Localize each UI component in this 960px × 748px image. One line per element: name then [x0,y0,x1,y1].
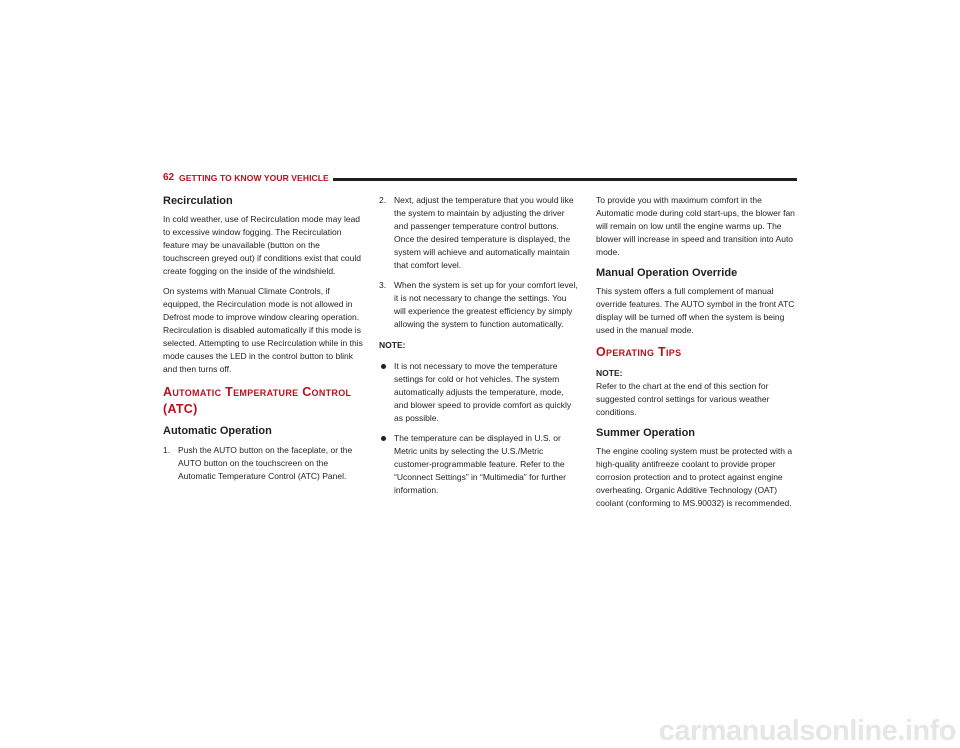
page-header [163,172,797,186]
bullet-dot-icon [381,364,386,369]
note-label: NOTE: [379,340,406,350]
manual-override-paragraph: This system offers a full complement of manual override features. The AUTO symbol in the front ATC display will be turned off when the system is being used in the manual mode. [596,286,795,335]
manual-override-heading: Manual Operation Override [596,267,738,279]
step-text: Push the AUTO button on the faceplate, or the AUTO button on the touchscreen on the Automatic Temperature Control (ATC) Panel. [178,445,353,481]
automatic-operation-heading: Automatic Operation [163,425,272,437]
recirculation-paragraph-1: In cold weather, use of Recirculation mode may lead to excessive window fogging. The Recirculation feature may be unavailable (button on the touchscreen greyed out) if conditions exist that could create fogging on the inside of the windshield. [163,214,361,276]
step-number: 2. [379,195,387,205]
column-left [163,194,363,490]
bullet-item [379,432,579,497]
summer-operation-heading: Summer Operation [596,427,696,439]
recirculation-paragraph-2: On systems with Manual Climate Controls, if equipped, the Recirculation mode is not allowed in Defrost mode to improve window clearing operation. Recirculation is disabled automatically if this mode is selected. Attempting to use Recirculation while in this mode causes the LED in the control button to blink and then turns off. [163,286,363,374]
summer-operation-paragraph: The engine cooling system must be protected with a high-quality antifreeze coolant to provide proper corrosion protection and to protect against engine overheating. Organic Additive Technology (OAT) coolant (conforming to MS.90032) is recommended. [596,446,793,508]
bullet-text: It is not necessary to move the temperature settings for cold or hot vehicles. The system automatically adjusts the temperature, mode, and blower speed to provide comfort as quickly as possible. [394,361,572,423]
comfort-paragraph: To provide you with maximum comfort in the Automatic mode during cold start-ups, the blower fan will remain on low until the engine warms up. The blower will increase in speed and transition into Auto mode. [596,195,795,257]
bullet-text: The temperature can be displayed in U.S. or Metric units by selecting the U.S./Metric customer-programmable feature. Refer to the “Uconnect Settings” in “Multimedia” for further information. [394,433,566,495]
column-right [596,194,796,517]
operating-tips-heading: Operating Tips [596,345,682,359]
watermark-footer [658,712,960,747]
step-number: 3. [379,280,387,290]
section-title: GETTING TO KNOW YOUR VEHICLE [179,173,329,183]
header-rule [333,178,797,181]
step-number: 1. [163,445,171,455]
page-number: 62 [163,172,175,183]
recirculation-heading: Recirculation [163,195,233,207]
column-middle [379,194,579,504]
step-item [379,194,579,272]
atc-heading: Automatic Temperature Control (ATC) [163,385,352,416]
note-text: Refer to the chart at the end of this section for suggested control settings for various weather conditions. [596,381,770,417]
step-text: When the system is set up for your comfort level, it is not necessary to change the settings. You will experience the greatest efficiency by simply allowing the system to function automatically. [394,280,578,329]
note-label: NOTE: [596,368,623,378]
step-item [379,279,579,331]
step-item [163,444,363,483]
bullet-dot-icon [381,436,386,441]
bullet-item [379,360,579,425]
step-text: Next, adjust the temperature that you would like the system to maintain by adjusting the driver and passenger temperature control buttons. Once the desired temperature is displayed, the system will achieve and automatically maintain that comfort level. [394,195,574,270]
watermark-text: carmanualsonline.info [658,715,956,747]
